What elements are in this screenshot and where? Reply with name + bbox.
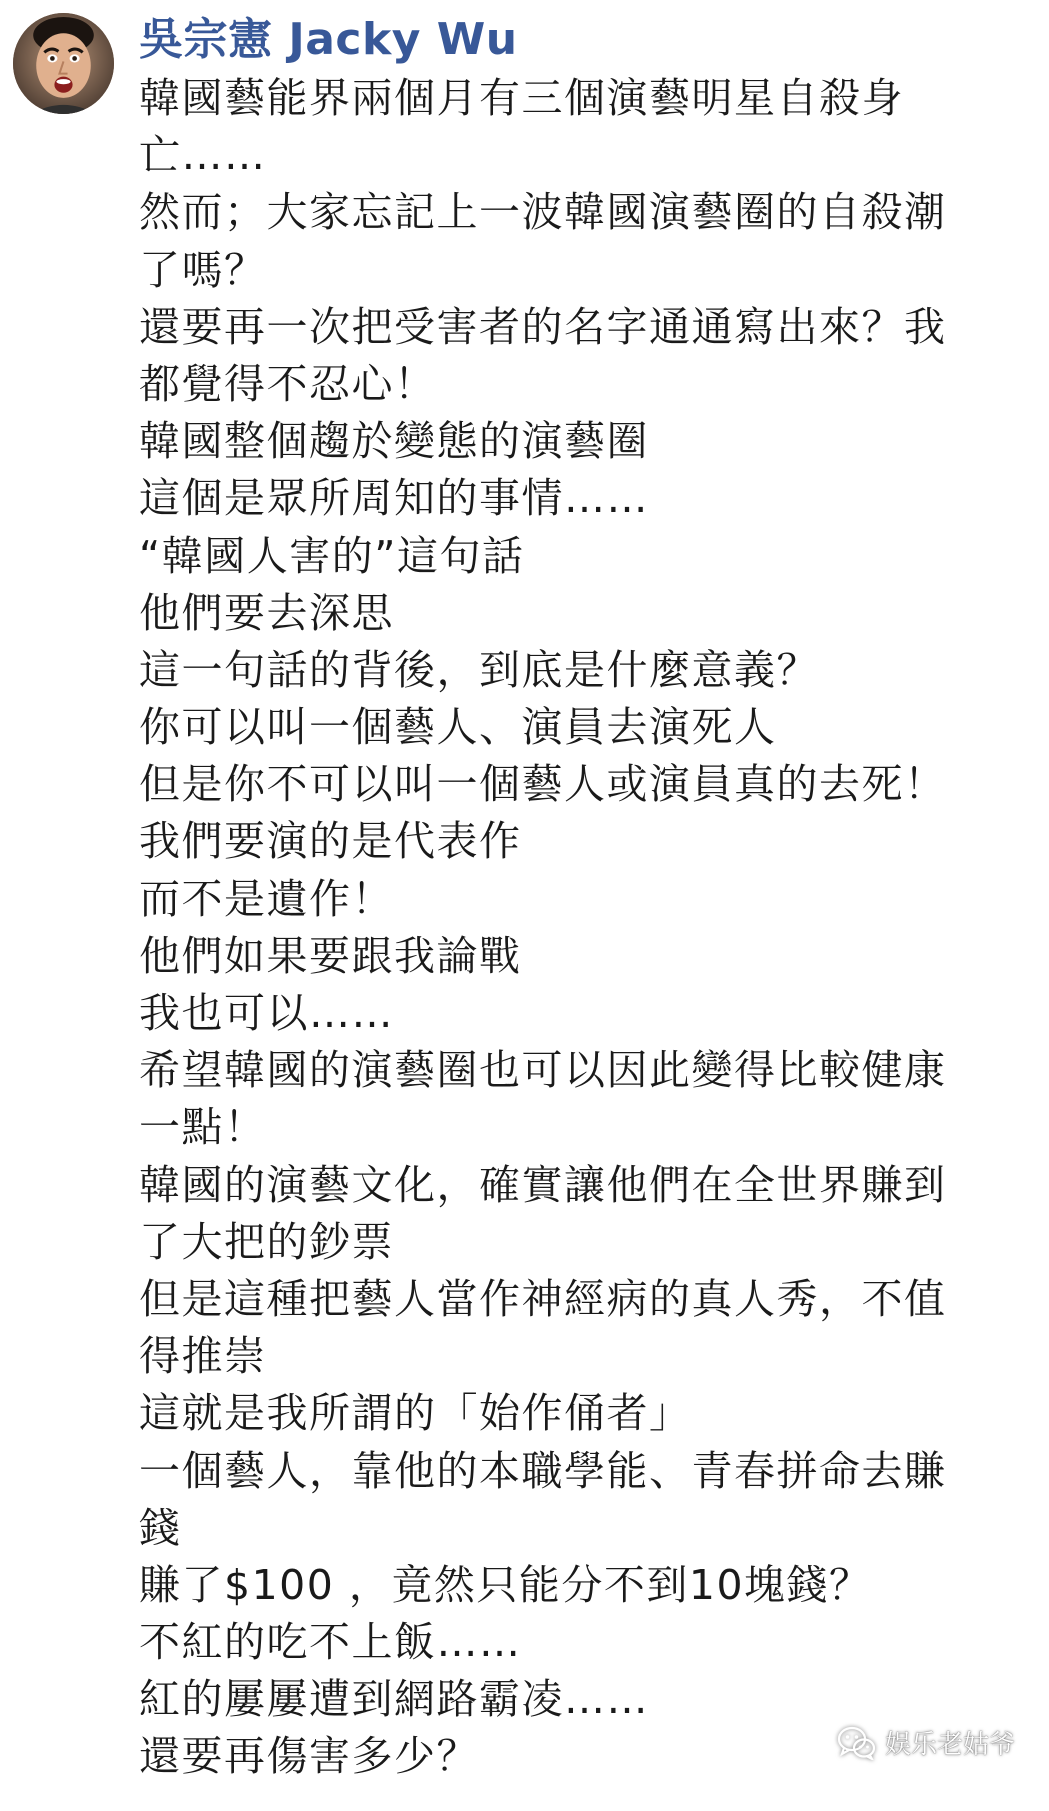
post-text-line: 錢	[139, 1503, 182, 1552]
post-text-line: 他們要去深思	[139, 588, 394, 637]
watermark	[837, 1724, 1015, 1761]
author-name[interactable]: 吳宗憲 Jacky Wu	[139, 14, 518, 65]
post-text-line: 這個是眾所周知的事情……	[139, 474, 649, 523]
post-text-line: 但是你不可以叫一個藝人或演員真的去死！	[139, 760, 947, 809]
post-text-line: “韓國人害的”這句話	[139, 531, 525, 580]
post-text-line: 然而；大家忘記上一波韓國演藝圈的自殺潮	[139, 188, 947, 237]
post-text-line: 你可以叫一個藝人、演員去演死人	[139, 703, 777, 752]
post-text-line: 韓國整個趨於變態的演藝圈	[139, 417, 649, 466]
post-text-line: 但是這種把藝人當作神經病的真人秀，不值	[139, 1274, 947, 1323]
post-text-line: 亡……	[139, 131, 267, 180]
post-text-line: 都覺得不忍心！	[139, 359, 437, 408]
post-text-line: 這一句話的背後，到底是什麼意義？	[139, 645, 819, 694]
author-avatar[interactable]	[13, 13, 114, 114]
post-text-line: 一點！	[139, 1103, 267, 1152]
post-text-line: 希望韓國的演藝圈也可以因此變得比較健康	[139, 1046, 947, 1095]
post-text-line: 而不是遺作！	[139, 874, 394, 923]
post-text-line: 還要再一次把受害者的名字通通寫出來？我	[139, 302, 947, 351]
post-text-line: 韓國的演藝文化，確實讓他們在全世界賺到	[139, 1160, 947, 1209]
post-text-line: 了嗎？	[139, 245, 267, 294]
post-text-line: 不紅的吃不上飯……	[139, 1618, 522, 1667]
watermark-text: 娱乐老姑爷	[884, 1730, 1015, 1760]
post-text-line: 我們要演的是代表作	[139, 817, 522, 866]
post-text-line: 賺了$100 ，竟然只能分不到10塊錢？	[139, 1560, 872, 1609]
wechat-icon	[837, 1726, 877, 1760]
post-body	[139, 70, 1019, 1786]
post-text-line: 這就是我所謂的「始作俑者」	[139, 1389, 692, 1438]
post-text-line: 還要再傷害多少？	[139, 1732, 479, 1781]
avatar-photo	[13, 13, 114, 114]
post-text-line: 我也可以……	[139, 989, 394, 1037]
post-text-line: 一個藝人，靠他的本職學能、青春拼命去賺	[139, 1446, 947, 1495]
post-text-line: 了大把的鈔票	[139, 1217, 394, 1266]
post-text-line: 韓國藝能界兩個月有三個演藝明星自殺身	[139, 74, 904, 122]
post-text-line: 得推崇	[139, 1332, 267, 1381]
post-text-line: 他們如果要跟我論戰	[139, 931, 522, 980]
post-text-line: 紅的屢屢遭到網路霸凌……	[139, 1675, 649, 1724]
